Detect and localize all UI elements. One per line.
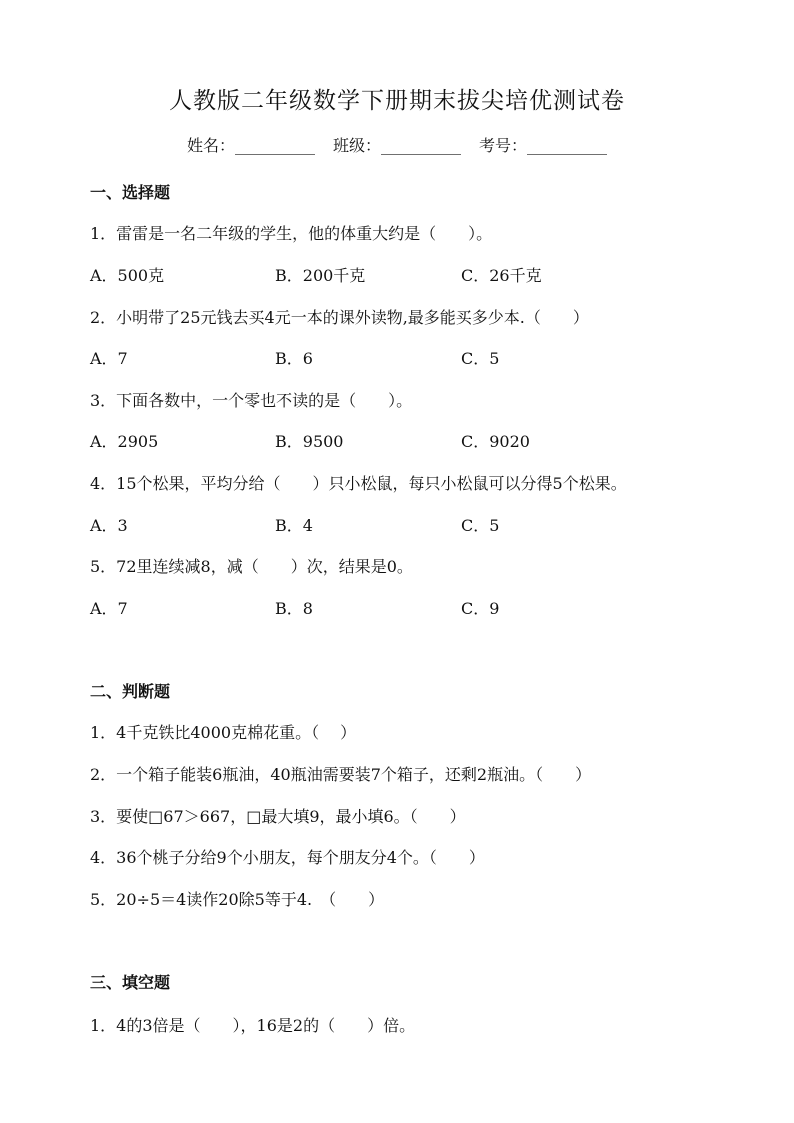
choice-option: A．500克 — [90, 266, 165, 285]
choice-option: B．9500 — [275, 432, 344, 451]
choice-option: C．9 — [461, 599, 500, 618]
choice-option: C．9020 — [461, 432, 530, 451]
judgment-question-3: 3．要使□67＞667，□最大填9，最小填6。（ ） — [90, 807, 466, 826]
choice-option: A．7 — [90, 349, 128, 368]
choice-question-3: 3．下面各数中，一个零也不读的是（ ）。 — [90, 391, 413, 410]
name-field: 姓名：__________ — [186, 136, 315, 155]
choice-option: A．2905 — [90, 432, 159, 451]
section-title-judgment: 二、判断题 — [90, 682, 171, 701]
choice-question-2: 2．小明带了25元钱去买4元一本的课外读物,最多能买多少本.（ ） — [90, 308, 589, 327]
judgment-question-2: 2．一个箱子能装6瓶油，40瓶油需要装7个箱子，还剩2瓶油。（ ） — [90, 765, 592, 784]
choice-option: A．7 — [90, 599, 128, 618]
choice-question-5: 5．72里连续减8，减（ ）次，结果是0。 — [90, 557, 413, 576]
student-info — [0, 133, 794, 156]
choice-question-1: 1．雷雷是一名二年级的学生，他的体重大约是（ ）。 — [90, 224, 493, 243]
exam-number-field: 考号：__________ — [479, 136, 608, 155]
choice-option: C．26千克 — [461, 266, 542, 285]
fill-question-1: 1．4的3倍是（ ），16是2的（ ）倍。 — [90, 1016, 416, 1035]
section-title-fill: 三、填空题 — [90, 973, 171, 992]
choice-option: B．8 — [275, 599, 313, 618]
choice-option: C．5 — [461, 349, 500, 368]
judgment-question-4: 4．36个桃子分给9个小朋友，每个朋友分4个。（ ） — [90, 848, 485, 867]
choice-option: C．5 — [461, 516, 500, 535]
choice-option: B．4 — [275, 516, 313, 535]
choice-question-4: 4．15个松果，平均分给（ ）只小松鼠，每只小松鼠可以分得5个松果。 — [90, 474, 627, 493]
judgment-question-1: 1．4千克铁比4000克棉花重。（ ） — [90, 723, 357, 742]
page-title: 人教版二年级数学下册期末拔尖培优测试卷 — [169, 88, 625, 114]
class-field: 班级：__________ — [332, 136, 461, 155]
choice-option: B．6 — [275, 349, 313, 368]
choice-option: A．3 — [90, 516, 128, 535]
judgment-question-5: 5．20÷5＝4读作20除5等于4. （ ） — [90, 890, 385, 909]
section-title-choice: 一、选择题 — [90, 183, 171, 202]
choice-option: B．200千克 — [275, 266, 366, 285]
